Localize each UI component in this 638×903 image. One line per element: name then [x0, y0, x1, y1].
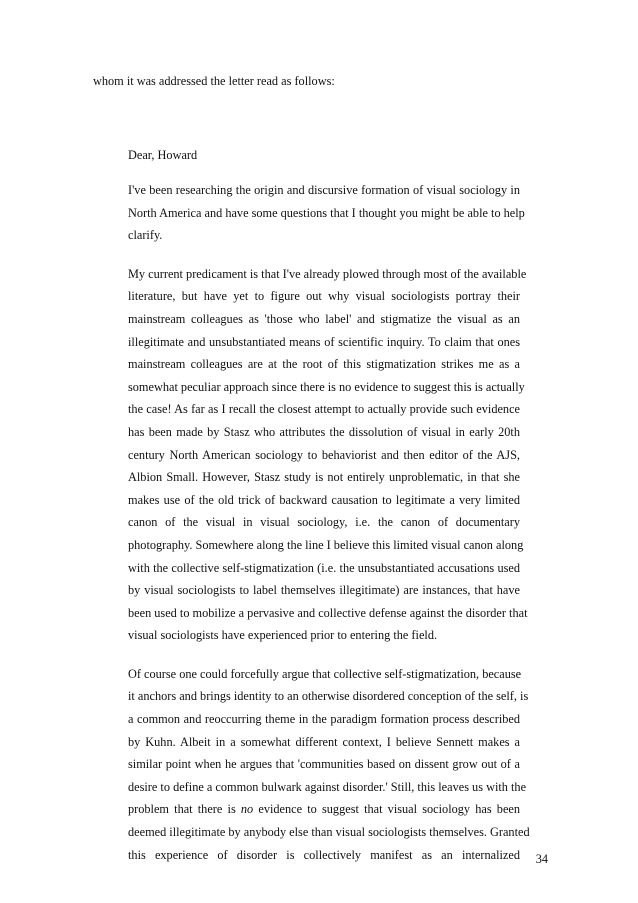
text-line: it anchors and brings identity to an otherwise disordered conception of the self, is: [128, 689, 529, 704]
text-line: clarify.: [128, 228, 163, 243]
emphasis-word: no: [240, 802, 254, 817]
text-line: mainstream colleagues are at the root of this stigmatization strikes me as a: [128, 357, 520, 372]
text-line: with the collective self-stigmatization (i.e. the unsubstantiated accusations used: [128, 560, 520, 575]
text-line: canon of the visual in visual sociology, i.e. the canon of documentary: [128, 515, 520, 530]
paragraph-1: [128, 179, 525, 247]
text-line-with-emphasis: [128, 798, 520, 821]
text-line: somewhat peculiar approach since there is no evidence to suggest this is actually: [128, 379, 525, 394]
text-line: I've been researching the origin and discursive formation of visual sociology in: [128, 183, 520, 197]
text-line: illegitimate and unsubstantiated means of scientific inquiry. To claim that ones: [128, 334, 520, 349]
text-line: visual sociologists have experienced prior to entering the field.: [128, 628, 438, 643]
text-segment: problem that there is: [128, 802, 241, 817]
text-line: been used to mobilize a pervasive and collective defense against the disorder that: [128, 605, 528, 620]
text-line: makes use of the old trick of backward causation to legitimate a very limited: [128, 492, 520, 507]
intro-line: whom it was addressed the letter read as follows:: [93, 74, 335, 88]
text-line: by visual sociologists to label themselves illegitimate) are instances, that have: [128, 583, 520, 598]
text-line: photography. Somewhere along the line I believe this limited visual canon along: [128, 537, 524, 552]
paragraph-3: [128, 663, 530, 866]
text-line: a common and reoccurring theme in the paradigm formation process described: [128, 712, 520, 727]
text-line: literature, but have yet to figure out why visual sociologists portray their: [128, 289, 520, 304]
text-line: similar point when he argues that 'communities based on dissent grow out of a: [128, 757, 520, 772]
text-line: desire to define a common bulwark against disorder.' Still, this leaves us with the: [128, 779, 527, 794]
text-line: century North American sociology to behaviorist and then editor of the AJS,: [128, 447, 520, 462]
text-line: Albion Small. However, Stasz study is not entirely unproblematic, in that she: [128, 470, 520, 485]
text-line: My current predicament is that I've already plowed through most of the available: [128, 266, 527, 281]
text-line: North America and have some questions that I thought you might be able to help: [128, 205, 525, 220]
text-line: by Kuhn. Albeit in a somewhat different context, I believe Sennett makes a: [128, 734, 520, 749]
text-line: deemed illegitimate by anybody else than visual sociologists themselves. Granted: [128, 825, 530, 840]
text-line: mainstream colleagues as 'those who label' and stigmatize the visual as an: [128, 311, 520, 326]
text-line: the case! As far as I recall the closest attempt to actually provide such evidence: [128, 402, 520, 417]
page-number: 34: [535, 852, 548, 866]
salutation: Dear, Howard: [128, 148, 198, 162]
letter-body: [128, 145, 530, 882]
text-line: Of course one could forcefully argue that collective self-stigmatization, because: [128, 666, 522, 681]
text-segment: evidence to suggest that visual sociology has been: [258, 802, 521, 817]
text-line: has been made by Stasz who attributes the dissolution of visual in early 20th: [128, 424, 520, 439]
paragraph-2: [128, 263, 528, 647]
text-line: this experience of disorder is collectively manifest as an internalized: [128, 847, 520, 862]
